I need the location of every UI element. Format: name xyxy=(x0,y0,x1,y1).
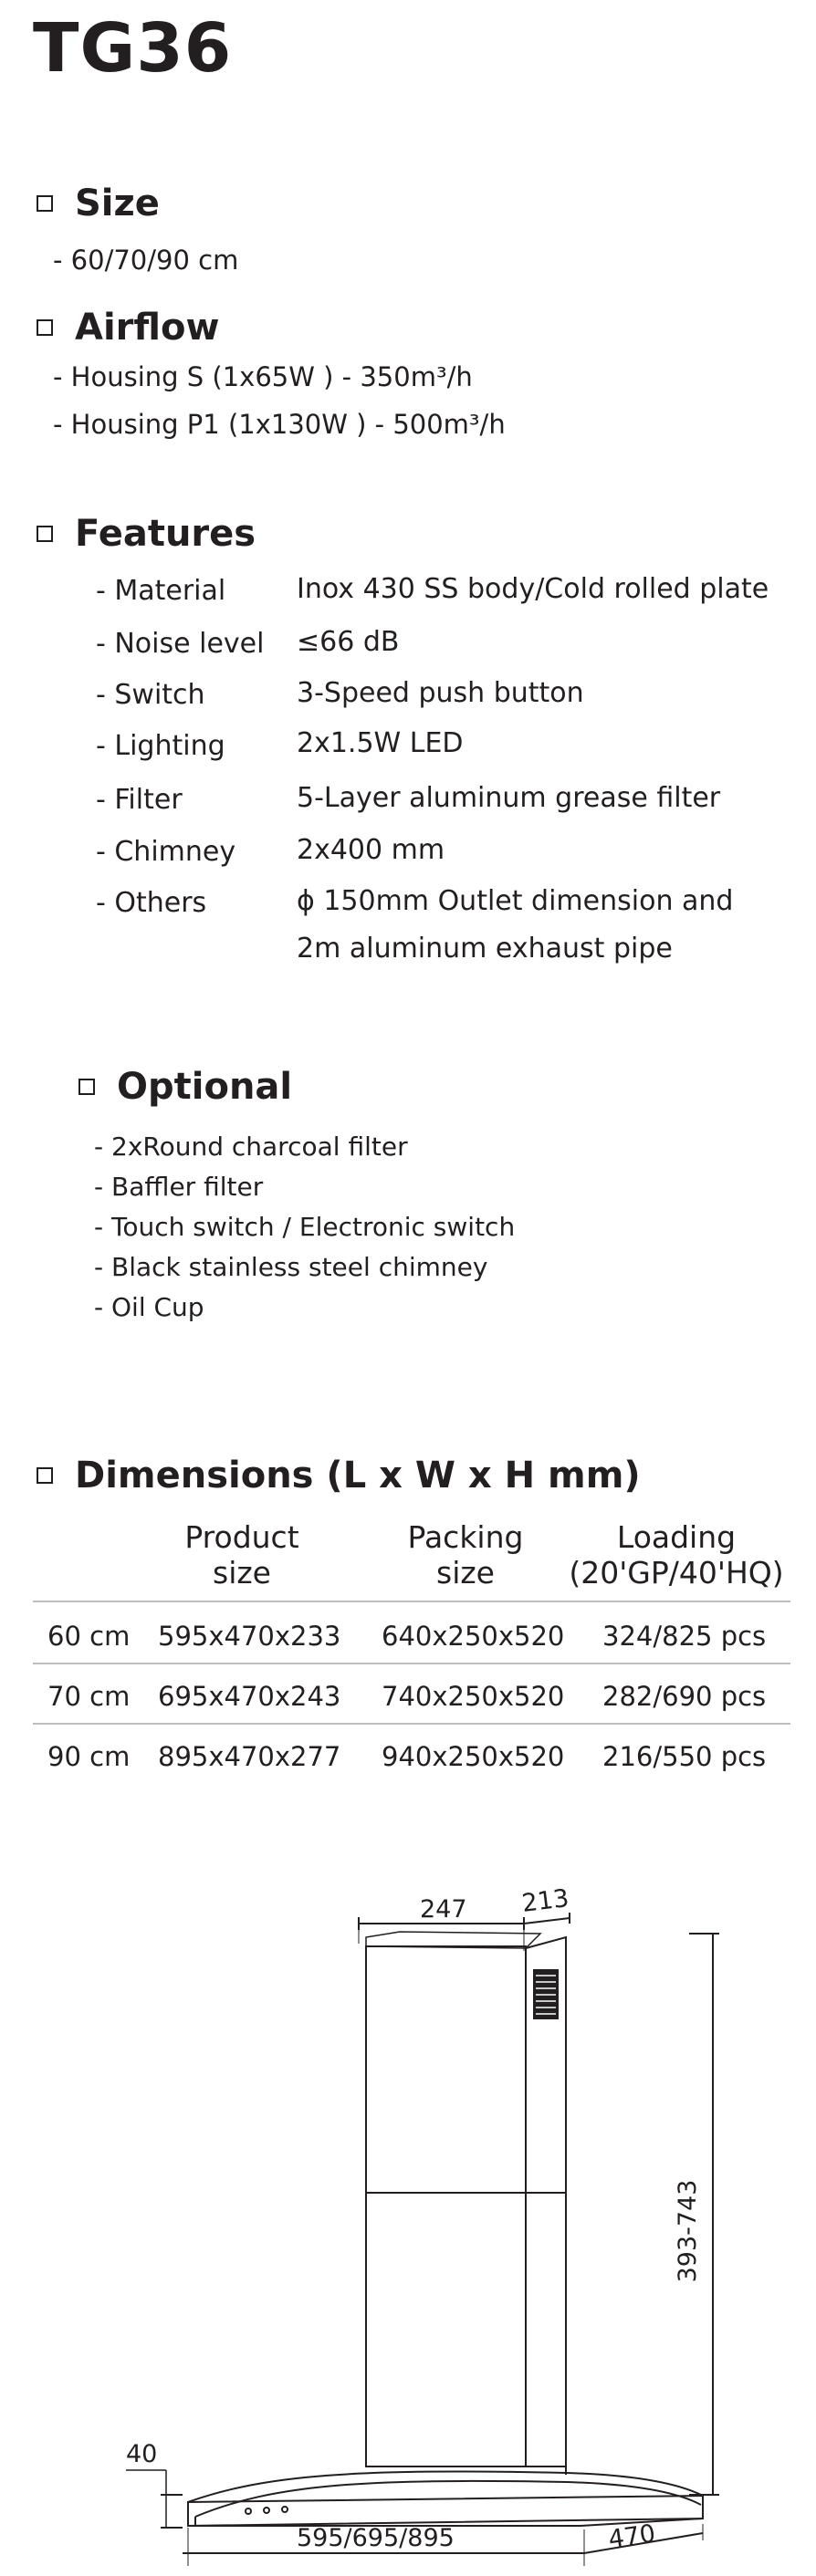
label-top-width: 247 xyxy=(420,1895,467,1924)
feature-label: - Lighting xyxy=(96,730,225,762)
airflow-heading-label: Airflow xyxy=(75,307,220,349)
table-cell: 70 cm xyxy=(47,1681,131,1712)
chimney-lower-side xyxy=(526,2193,566,2466)
feature-label: - Filter xyxy=(96,784,183,816)
column-header-line: Loading xyxy=(616,1519,737,1555)
label-height-range: 393-743 xyxy=(674,2179,702,2283)
product-title: TG36 xyxy=(33,9,233,88)
dimensions-heading-label: Dimensions (L x W x H mm) xyxy=(75,1455,641,1497)
optional-item: - Touch switch / Electronic switch xyxy=(94,1212,516,1242)
feature-value: ≤66 dB xyxy=(297,626,400,658)
column-header-product xyxy=(160,1519,324,1590)
size-value: - 60/70/90 cm xyxy=(53,245,239,276)
column-header-line: size xyxy=(213,1555,271,1590)
table-divider xyxy=(33,1663,790,1664)
column-header-packing xyxy=(383,1519,548,1590)
feature-value: 3-Speed push button xyxy=(297,677,584,709)
control-button-icon xyxy=(264,2508,269,2513)
table-cell: 282/690 pcs xyxy=(602,1681,767,1712)
feature-label: - Material xyxy=(96,575,226,607)
column-header-line: (20'GP/40'HQ) xyxy=(569,1555,784,1590)
feature-value: 5-Layer aluminum grease filter xyxy=(297,782,721,814)
optional-item: - Baffler filter xyxy=(94,1172,264,1202)
checkbox-square-icon xyxy=(78,1079,95,1095)
table-cell: 895x470x277 xyxy=(158,1741,341,1772)
table-cell: 595x470x233 xyxy=(158,1621,341,1652)
feature-value: 2x400 mm xyxy=(297,834,445,866)
optional-heading-label: Optional xyxy=(117,1066,293,1108)
control-button-icon xyxy=(282,2507,288,2512)
table-cell: 324/825 pcs xyxy=(602,1621,767,1652)
vent-slots xyxy=(536,1976,556,2014)
checkbox-square-icon xyxy=(37,319,53,336)
airflow-line: - Housing S (1x65W ) - 350m³/h xyxy=(53,361,473,392)
label-base-offset: 40 xyxy=(126,2440,158,2468)
feature-label: - Chimney xyxy=(96,836,236,868)
table-cell: 940x250x520 xyxy=(382,1741,565,1772)
feature-label: - Switch xyxy=(96,679,205,711)
checkbox-square-icon xyxy=(37,1467,53,1484)
table-cell: 740x250x520 xyxy=(382,1681,565,1712)
label-depth: 470 xyxy=(606,2519,658,2554)
optional-item: - 2xRound charcoal filter xyxy=(94,1132,408,1162)
table-divider xyxy=(33,1723,790,1725)
label-length: 595/695/895 xyxy=(297,2524,455,2552)
features-heading xyxy=(37,513,256,555)
table-cell: 640x250x520 xyxy=(382,1621,565,1652)
table-cell: 695x470x243 xyxy=(158,1681,341,1712)
optional-item: - Black stainless steel chimney xyxy=(94,1252,488,1282)
feature-value-continued: 2m aluminum exhaust pipe xyxy=(297,933,673,965)
feature-value: Inox 430 SS body/Cold rolled plate xyxy=(297,573,769,605)
column-header-loading xyxy=(562,1519,790,1590)
dimension-line-top-depth xyxy=(524,1918,570,1924)
column-header-line: Product xyxy=(184,1519,299,1555)
checkbox-square-icon xyxy=(37,195,53,212)
column-header-line: Packing xyxy=(407,1519,524,1555)
size-heading-label: Size xyxy=(75,183,160,224)
range-hood-technical-drawing xyxy=(0,1880,816,2576)
table-cell: 60 cm xyxy=(47,1621,131,1652)
airflow-line: - Housing P1 (1x130W ) - 500m³/h xyxy=(53,409,506,440)
size-heading xyxy=(37,183,160,224)
feature-label: - Noise level xyxy=(96,628,265,660)
column-header-line: size xyxy=(436,1555,495,1590)
feature-value: 2x1.5W LED xyxy=(297,727,464,759)
table-cell: 90 cm xyxy=(47,1741,131,1772)
feature-label: - Others xyxy=(96,887,207,919)
hood-body xyxy=(188,2496,703,2526)
table-cell: 216/550 pcs xyxy=(602,1741,767,1772)
control-button-icon xyxy=(246,2508,251,2514)
optional-item: - Oil Cup xyxy=(94,1292,204,1322)
checkbox-square-icon xyxy=(37,526,53,542)
chimney-upper-front xyxy=(366,1946,526,2193)
feature-value: ϕ 150mm Outlet dimension and xyxy=(297,885,734,917)
table-divider xyxy=(33,1601,790,1602)
features-heading-label: Features xyxy=(75,513,256,555)
label-top-depth: 213 xyxy=(520,1883,571,1918)
optional-heading xyxy=(78,1066,292,1108)
airflow-heading xyxy=(37,307,219,349)
chimney-lower-front xyxy=(366,2193,526,2466)
dimensions-heading xyxy=(37,1455,641,1497)
